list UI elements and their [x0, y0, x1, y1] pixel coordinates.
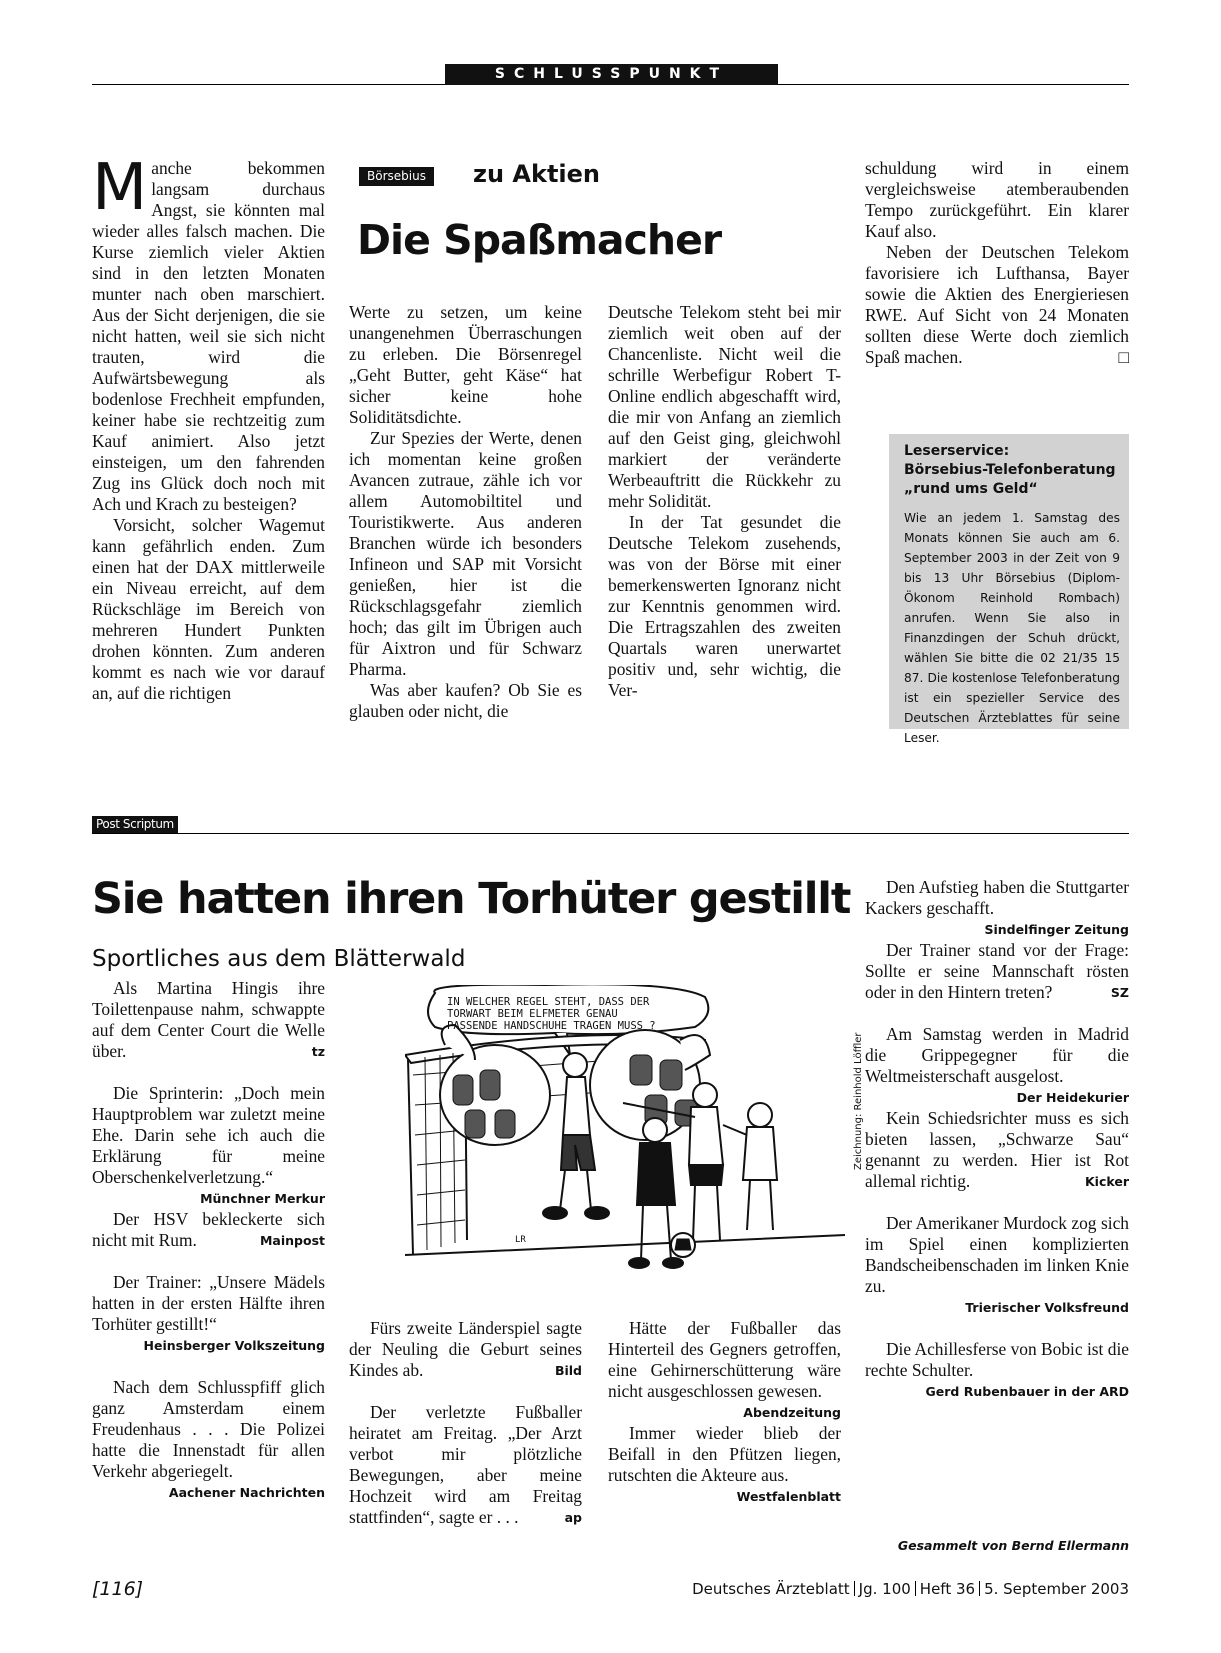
- cartoon-illustration: [405, 985, 860, 1320]
- collected-by: Gesammelt von Bernd Ellermann: [897, 1538, 1129, 1553]
- quote-source: Bild: [554, 1363, 582, 1378]
- quote-source: Abendzeitung: [743, 1405, 841, 1420]
- quote-source: ap: [564, 1510, 582, 1525]
- paragraph: Manche bekommen langsam durchaus Angst, sie könnten mal wieder alles falsch machen. Die Kurse ziemlich vieler Aktien sind in den letzten Monaten munter nach oben marschiert. Aus der Sicht derjenigen, die sie nicht hatten, weil sie sich nicht trauten, wird die Aufwärtsbewegung als bodenlose Frechheit empfunden, keiner habe sie rechtzeitig zum Kauf animiert. Also jetzt einsteigen, um den fahrenden Zug ins Glück doch noch mit Ach und Krach zu besteigen?: [92, 151, 325, 514]
- quote-item: Fürs zweite Länderspiel sagte der Neuling die Geburt seines Kindes ab. Bild: [349, 1318, 582, 1380]
- article2-column-1: [92, 978, 325, 1524]
- article-kicker: zu Aktien: [473, 160, 601, 188]
- drop-cap: M: [92, 151, 148, 225]
- quote-item: Der Trainer: „Unsere Mädels hatten in der ersten Hälfte ihren Torhüter gestillt!“ Heinsberger Volkszeitung: [92, 1272, 325, 1356]
- article1-column-3: [608, 302, 841, 701]
- paragraph: schuldung wird in einem vergleichsweise atemberaubenden Tempo zurückgeführt. Ein klarer Kauf also.: [865, 158, 1129, 241]
- quote-source: Mainpost: [259, 1233, 325, 1248]
- cartoon-speech-line: TORWART BEIM ELFMETER GENAU: [447, 1008, 618, 1020]
- section-rule: [92, 833, 1129, 834]
- quote-source: tz: [311, 1044, 325, 1059]
- quote-item: Nach dem Schlusspfiff glich ganz Amsterdam einem Freudenhaus . . . Die Polizei hatte die Innenstadt für allen Verkehr abgeriegelt. Aachener Nachrichten: [92, 1377, 325, 1503]
- paragraph: Was aber kaufen? Ob Sie es glauben oder nicht, die: [349, 680, 582, 721]
- leserservice-title: Leserservice: Börsebius-Telefonberatung „rund ums Geld“: [904, 443, 1116, 497]
- cartoon-credit: Zeichnung: Reinhold Löffler: [853, 1032, 864, 1170]
- page-number: [116]: [92, 1578, 144, 1600]
- section-tag: Post Scriptum: [92, 816, 178, 833]
- quote-source: Westfalenblatt: [736, 1489, 841, 1504]
- quote-source: SZ: [1110, 985, 1129, 1000]
- quote-item: Als Martina Hingis ihre Toilettenpause nahm, schwappte auf dem Center Court die Welle über. tz: [92, 978, 325, 1061]
- paragraph: Deutsche Telekom steht bei mir ziemlich weit oben auf der Chancenliste. Nicht weil die schrille Werbefigur Robert T-Online endlich abgeschafft wird, die mir von Anfang an ziemlich auf den Geist ging, gleichwohl markiert der veränderte Werbeauftritt die Rückkehr zu mehr Solidität.: [608, 302, 841, 511]
- quote-item: Der HSV bekleckerte sich nicht mit Rum. Mainpost: [92, 1209, 325, 1250]
- quote-item: Der verletzte Fußballer heiratet am Freitag. „Der Arzt verbot mir plötzliche Bewegungen, aber meine Hochzeit wird am Freitag stattfinden“, sagte er . . . ap: [349, 1402, 582, 1527]
- journal-volume: Jg. 100: [858, 1580, 911, 1598]
- journal-date: 5. September 2003: [984, 1580, 1129, 1598]
- article2-column-4: [865, 877, 1129, 1423]
- paragraph: Werte zu setzen, um keine unangenehmen Überraschungen zu erleben. Die Börsenregel „Geht Butter, geht Käse“ hat sicher keine hohe Soliditätsdichte.: [349, 302, 582, 427]
- quote-item: Am Samstag werden in Madrid die Grippegegner für die Weltmeisterschaft ausgelost. Der Heidekurier: [865, 1024, 1129, 1087]
- quote-source: Gerd Rubenbauer in der ARD: [925, 1384, 1129, 1399]
- quote-item: Den Aufstieg haben die Stuttgarter Kackers geschafft. Sindelfinger Zeitung: [865, 877, 1129, 919]
- paragraph: Zur Spezies der Werte, denen ich momentan keine großen Avancen zutraue, zähle ich vor allem Automobiltitel und Touristikwerte. Aus anderen Branchen würde ich besonders Infineon und SAP mit Vorsicht genießen, hier ist die Rückschlagsgefahr ziemlich hoch; das gilt im Übrigen auch für Aixtron und für Schwarz Pharma.: [349, 428, 582, 679]
- end-mark-icon: □: [1118, 347, 1129, 367]
- quote-source: Aachener Nachrichten: [168, 1485, 325, 1500]
- quote-source: Kicker: [1084, 1174, 1129, 1189]
- article2-column-2: [349, 1318, 582, 1549]
- article-subhead: Sportliches aus dem Blätterwald: [92, 946, 466, 972]
- article1-column-1: [92, 151, 325, 704]
- quote-item: Die Achillesferse von Bobic ist die rechte Schulter. Gerd Rubenbauer in der ARD: [865, 1339, 1129, 1402]
- quote-source: Der Heidekurier: [1016, 1090, 1129, 1105]
- leserservice-body: Wie an jedem 1. Samstag des Monats können Sie auch am 6. September 2003 in der Zeit von 9 bis 13 Uhr Börsebius (Diplom-Ökonom Reinhold Rombach) anrufen. Wenn Sie also in Finanzdingen der Schuh drückt, wählen Sie bitte die 02 21/35 15 87. Die kostenlose Telefonberatung ist ein spezieller Service des Deutschen Ärzteblattes für seine Leser.: [904, 511, 1120, 745]
- cartoon-speech-line: PASSENDE HANDSCHUHE TRAGEN MUSS ?: [447, 1020, 656, 1032]
- quote-item: Der Amerikaner Murdock zog sich im Spiel einen komplizierten Bandscheibenschaden im linken Knie zu. Trierischer Volksfreund: [865, 1213, 1129, 1318]
- quote-source: Trierischer Volksfreund: [965, 1300, 1129, 1315]
- quote-source: Münchner Merkur: [200, 1191, 325, 1206]
- section-label: SCHLUSSPUNKT: [445, 64, 778, 85]
- cartoon-speech-line: IN WELCHER REGEL STEHT, DASS DER: [447, 996, 650, 1008]
- paragraph: Neben der Deutschen Telekom favorisiere ich Lufthansa, Bayer sowie die Aktien des Energieriesen RWE. Auf Sicht von 24 Monaten sollten diese Werte doch ziemlich Spaß machen. □: [865, 242, 1129, 367]
- article-headline: Die Spaßmacher: [357, 216, 722, 264]
- journal-info: [692, 1580, 1129, 1598]
- paragraph: In der Tat gesundet die Deutsche Telekom zusehends, was von der Börse mit einer bemerkenswerten Ignoranz nicht zur Kenntnis genommen wird. Die Ertragszahlen des zweiten Quartals waren unerwartet positiv und, sehr wichtig, die Ver-: [608, 512, 841, 700]
- quote-source: Sindelfinger Zeitung: [984, 922, 1129, 937]
- quote-source: Heinsberger Volkszeitung: [143, 1338, 325, 1353]
- journal-name: Deutsches Ärzteblatt: [692, 1580, 850, 1598]
- author-tag: Börsebius: [359, 167, 434, 186]
- quote-item: Der Trainer stand vor der Frage: Sollte er seine Mannschaft rösten oder in den Hintern treten? SZ: [865, 940, 1129, 1002]
- journal-issue: Heft 36: [919, 1580, 976, 1598]
- cartoon-signature: LR: [515, 1235, 526, 1245]
- article2-column-3: [608, 1318, 841, 1528]
- quote-item: Hätte der Fußballer das Hinterteil des Gegners getroffen, eine Gehirnerschütterung wäre nicht ausgeschlossen gewesen. Abendzeitung: [608, 1318, 841, 1402]
- quote-item: Die Sprinterin: „Doch mein Hauptproblem war zuletzt meine Ehe. Darin sehe ich auch die Erklärung für meine Oberschenkelverletzung.“ Münchner Merkur: [92, 1083, 325, 1188]
- quote-item: Kein Schiedsrichter muss es sich bieten lassen, „Schwarze Sau“ genannt zu werden. Hier ist Rot allemal richtig. Kicker: [865, 1108, 1129, 1191]
- paragraph: Vorsicht, solcher Wagemut kann gefährlich enden. Zum einen hat der DAX mittlerweile ein Niveau erreicht, auf dem Rückschläge im Bereich von mehreren Hundert Punkten drohen könnten. Zum anderen kommt es nach wie vor darauf an, auf die richtigen: [92, 515, 325, 703]
- article-headline: Sie hatten ihren Torhüter gestillt: [92, 874, 851, 924]
- quote-item: Immer wieder blieb der Beifall in den Pfützen liegen, rutschten die Akteure aus. Westfalenblatt: [608, 1423, 841, 1507]
- article1-column-2: [349, 302, 582, 722]
- article1-column-4: [865, 158, 1129, 368]
